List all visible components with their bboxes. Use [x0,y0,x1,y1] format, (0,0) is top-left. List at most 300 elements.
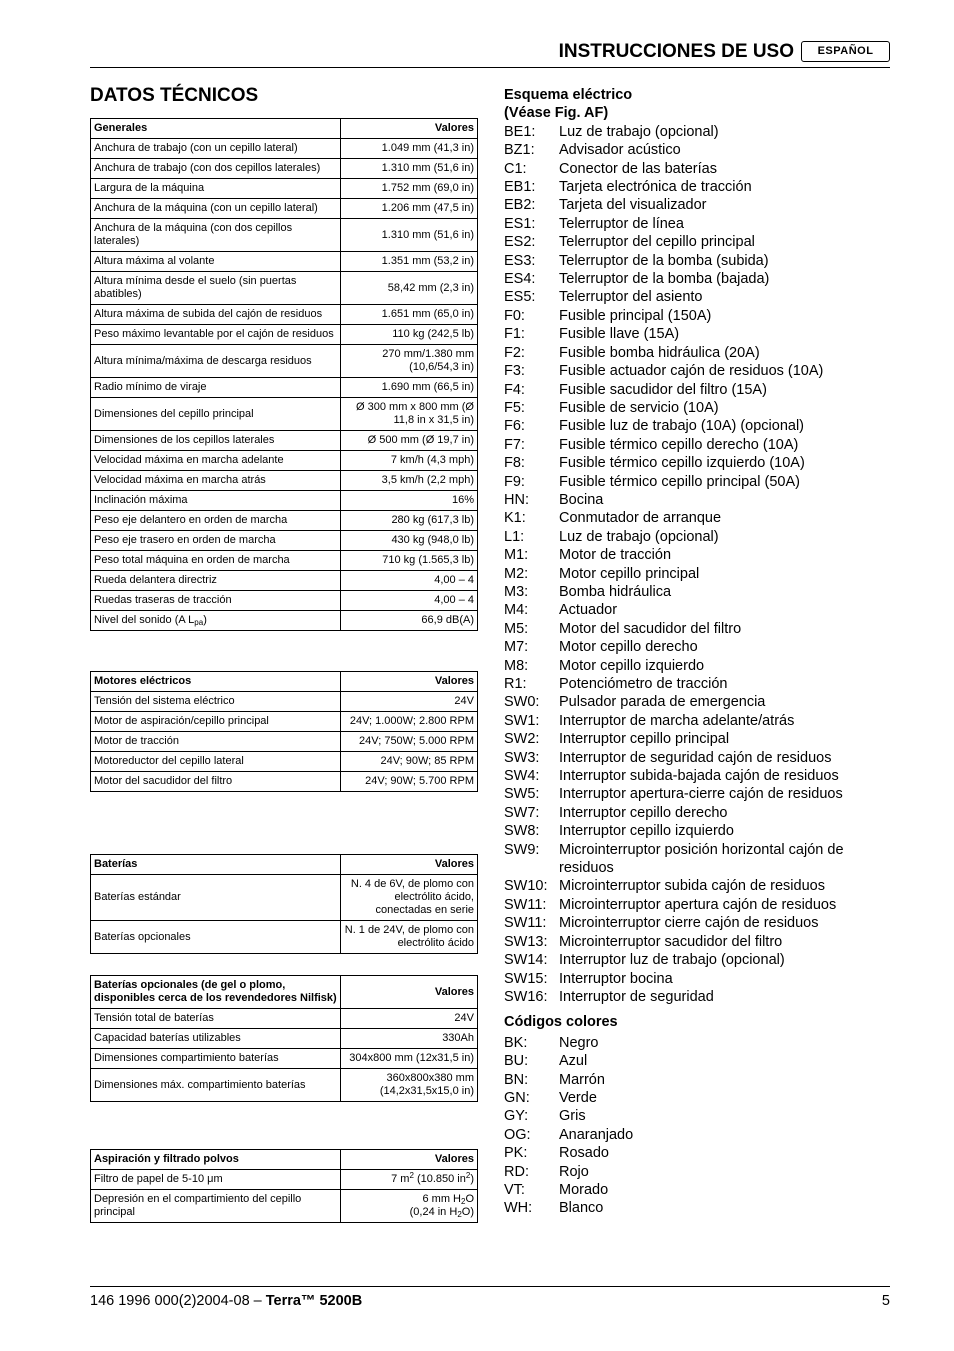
row-value: 1.206 mm (47,5 in) [341,199,478,219]
item-code: ES5: [504,289,536,306]
row-value: 66,9 dB(A) [341,611,478,631]
item-description: Luz de trabajo (opcional) [559,528,719,545]
color-code-item [504,1144,890,1162]
row-value: 330Ah [341,1029,478,1049]
row-label: Dimensiones compartimiento baterías [91,1049,341,1069]
schema-list-item [504,675,890,693]
schema-list-item [504,749,890,767]
color-code-item [504,1034,890,1052]
item-description: Microinterruptor subida cajón de residuos [559,878,825,895]
row-value: 24V [341,692,478,712]
table-row [91,252,478,272]
row-label: Dimensiones del cepillo principal [91,398,341,431]
schema-list-item [504,141,890,159]
schema-list-item [504,381,890,399]
table-row [91,345,478,378]
item-description: Luz de trabajo (opcional) [559,123,719,140]
schema-list-item [504,473,890,491]
item-description: Fusible térmico cepillo izquierdo (10A) [559,455,805,472]
language-badge: ESPAÑOL [801,41,890,62]
table-row [91,179,478,199]
table-row [91,712,478,732]
item-code: SW11: [504,896,547,913]
item-code: ES2: [504,234,536,251]
schema-list-item [504,325,890,343]
schema-list-item [504,970,890,988]
color-codes-title: Códigos colores [504,1014,618,1031]
row-value: 1.310 mm (51,6 in) [341,159,478,179]
row-value: 4,00 – 4 [341,571,478,591]
item-description: Gris [559,1108,586,1125]
schema-list-item [504,730,890,748]
color-code-item [504,1126,890,1144]
table-header-label: Baterías opcionales (de gel o plomo, disponibles cerca de los revendedores Nilfisk) [91,976,341,1009]
schema-list-item [504,436,890,454]
table-header-value: Valores [341,119,478,139]
schema-list-item [504,657,890,675]
item-description: Bomba hidráulica [559,583,672,600]
item-code: F0: [504,307,525,324]
row-label: Tensión del sistema eléctrico [91,692,341,712]
row-label: Peso eje trasero en orden de marcha [91,531,341,551]
table-row [91,471,478,491]
schema-list-item [504,914,890,932]
table-row [91,772,478,792]
row-value: 24V; 90W; 5.700 RPM [341,772,478,792]
item-code: M4: [504,602,529,619]
table-row [91,1029,478,1049]
table-row [91,875,478,921]
row-label: Motor de tracción [91,732,341,752]
item-description: Motor cepillo izquierdo [559,657,705,674]
item-code: SW4: [504,768,540,785]
row-label: Capacidad baterías utilizables [91,1029,341,1049]
item-description: Telerruptor de la bomba (subida) [559,252,769,269]
item-description: Fusible principal (150A) [559,307,712,324]
table-header-label: Generales [91,119,341,139]
item-code: EB1: [504,179,536,196]
item-description: Fusible térmico cepillo derecho (10A) [559,436,799,453]
table-row [91,159,478,179]
schema-list-item [504,252,890,270]
row-value: 430 kg (948,0 lb) [341,531,478,551]
item-code: BZ1: [504,142,535,159]
footer-doc-info [90,1293,362,1309]
table-header-row [91,1150,478,1170]
item-description: Interruptor cepillo principal [559,731,730,748]
schema-list-item [504,362,890,380]
item-code: SW14: [504,952,548,969]
table-row [91,1069,478,1102]
table-row [91,305,478,325]
row-label: Altura mínima desde el suelo (sin puertas abatibles) [91,272,341,305]
item-description: Fusible de servicio (10A) [559,399,719,416]
table-row [91,571,478,591]
schema-list-item [504,712,890,730]
item-code: F6: [504,418,525,435]
row-label: Depresión en el compartimiento del cepillo principal [91,1190,341,1223]
item-code: M8: [504,657,529,674]
item-description: Tarjeta electrónica de tracción [559,179,752,196]
item-code: F1: [504,326,525,343]
item-code: BK: [504,1034,528,1051]
item-code: HN: [504,491,529,508]
row-label: Anchura de la máquina (con dos cepillos laterales) [91,219,341,252]
color-code-item [504,1199,890,1217]
item-description: Actuador [559,602,618,619]
schema-list-item [504,196,890,214]
item-code: SW1: [504,712,540,729]
row-value: 6 mm $H_2O$ (0,24 in $H_2O$) [341,1190,478,1223]
schema-list-item [504,767,890,785]
item-description: Rojo [559,1163,589,1180]
schema-list-item [504,601,890,619]
item-description: Motor de tracción [559,547,672,564]
color-codes-list [504,1034,890,1218]
table-row [91,199,478,219]
row-label: Motor del sacudidor del filtro [91,772,341,792]
item-code: BN: [504,1071,529,1088]
row-value: 1.351 mm (53,2 in) [341,252,478,272]
table-header-label: Aspiración y filtrado polvos [91,1150,341,1170]
item-description: Tarjeta del visualizador [559,197,707,214]
schema-subtitle: (Véase Fig. AF) [504,105,609,122]
row-value: 58,42 mm (2,3 in) [341,272,478,305]
item-code: SW10: [504,878,548,895]
item-code: K1: [504,510,526,527]
item-description: Motor cepillo derecho [559,639,698,656]
table-row [91,531,478,551]
schema-list-item [504,896,890,914]
table-row [91,1049,478,1069]
row-label: Motor de aspiración/cepillo principal [91,712,341,732]
item-code: F4: [504,381,525,398]
schema-list-item [504,270,890,288]
row-label: Altura máxima al volante [91,252,341,272]
item-description: Azul [559,1053,588,1070]
table-header-label: Motores eléctricos [91,672,341,692]
row-value: 24V [341,1009,478,1029]
item-code: L1: [504,528,525,545]
row-label: Radio mínimo de viraje [91,378,341,398]
schema-list-item [504,933,890,951]
schema-list-item [504,160,890,178]
table-header-row [91,976,478,1009]
item-code: GN: [504,1089,530,1106]
item-description: Microinterruptor sacudidor del filtro [559,933,783,950]
row-value: N. 1 de 24V, de plomo con electrólito ácido [341,921,478,954]
table-row [91,511,478,531]
row-label: Peso eje delantero en orden de marcha [91,511,341,531]
row-value: 24V; 1.000W; 2.800 RPM [341,712,478,732]
row-label: Baterías opcionales [91,921,341,954]
item-description: Advisador acústico [559,142,681,159]
row-value: 16% [341,491,478,511]
item-code: F8: [504,455,525,472]
item-code: VT: [504,1181,525,1198]
motors-table [90,671,478,792]
item-description: Interruptor subida-bajada cajón de residuos [559,768,839,785]
row-value: 110 kg (242,5 lb) [341,325,478,345]
table-row [91,732,478,752]
row-value: 7 km/h (4,3 mph) [341,451,478,471]
item-code: F9: [504,473,525,490]
table-row [91,325,478,345]
row-label: Altura mínima/máxima de descarga residuos [91,345,341,378]
schema-title: Esquema eléctrico [504,87,633,103]
table-row [91,378,478,398]
table-row [91,1170,478,1190]
item-code: F2: [504,344,525,361]
item-description: Conmutador de arranque [559,510,722,527]
row-label: Baterías estándar [91,875,341,921]
schema-list-item [504,804,890,822]
optional-batteries-table [90,975,478,1102]
item-description: Microinterruptor cierre cajón de residuos [559,915,819,932]
item-description: Telerruptor de la bomba (bajada) [559,271,770,288]
color-code-item [504,1163,890,1181]
row-label: Anchura de la máquina (con un cepillo lateral) [91,199,341,219]
row-value: 3,5 km/h (2,2 mph) [341,471,478,491]
color-code-item [504,1089,890,1107]
row-value: Ø 500 mm (Ø 19,7 in) [341,431,478,451]
schema-list-item [504,123,890,141]
item-description: Potenciómetro de tracción [559,676,728,692]
item-description: Blanco [559,1200,604,1217]
schema-list-item [504,546,890,564]
row-label: Motoreductor del cepillo lateral [91,752,341,772]
item-description: Motor del sacudidor del filtro [559,620,742,637]
item-code: SW13: [504,933,548,950]
item-description: Bocina [559,491,604,508]
item-code: EB2: [504,197,536,214]
item-code: M7: [504,639,529,656]
row-label: Largura de la máquina [91,179,341,199]
item-code: BE1: [504,123,536,140]
schema-list-item [504,528,890,546]
schema-list-item [504,307,890,325]
item-description: Interruptor cepillo izquierdo [559,823,734,840]
item-code: SW0: [504,694,540,711]
row-value: 4,00 – 4 [341,591,478,611]
item-description: Interruptor cepillo derecho [559,804,728,821]
table-row [91,219,478,252]
schema-list-item [504,693,890,711]
item-code: F5: [504,399,525,416]
table-row [91,591,478,611]
item-code: M2: [504,565,529,582]
schema-list-item [504,399,890,417]
table-header-value: Valores [341,1150,478,1170]
row-value: 24V; 90W; 85 RPM [341,752,478,772]
row-label: Inclinación máxima [91,491,341,511]
table-header-label: Baterías [91,855,341,875]
item-description: Fusible actuador cajón de residuos (10A) [559,363,824,380]
schema-list-item [504,822,890,840]
item-description: Fusible térmico cepillo principal (50A) [559,473,800,490]
row-label: Nivel del sonido (A $L_{pa}$) [91,611,341,631]
item-code: M5: [504,620,529,637]
item-description: Interruptor de seguridad [559,988,714,1005]
table-row [91,398,478,431]
item-code: WH: [504,1200,533,1217]
color-code-item [504,1181,890,1199]
item-description: Pulsador parada de emergencia [559,694,766,711]
item-code: F7: [504,436,525,453]
table-header-row [91,855,478,875]
row-value: 280 kg (617,3 lb) [341,511,478,531]
item-description: Rosado [559,1145,609,1162]
schema-list-item [504,178,890,196]
item-description: Interruptor luz de trabajo (opcional) [559,952,785,969]
schema-list-item [504,509,890,527]
row-value: 1.752 mm (69,0 in) [341,179,478,199]
row-value: 270 mm/1.380 mm (10,6/54,3 in) [341,345,478,378]
table-row [91,921,478,954]
item-code: BU: [504,1053,529,1070]
item-description: Fusible llave (15A) [559,326,680,343]
item-description: Morado [559,1181,609,1198]
item-code: M3: [504,583,529,600]
row-value: 360x800x380 mm (14,2x31,5x15,0 in) [341,1069,478,1102]
suction-table [90,1149,478,1223]
item-description: Marrón [559,1071,605,1088]
page-header [90,40,890,68]
item-code: SW2: [504,731,540,748]
item-code: F3: [504,363,525,380]
item-code: M1: [504,547,529,564]
color-code-item [504,1052,890,1070]
table-row [91,431,478,451]
schema-list [504,123,890,1007]
schema-list-item [504,417,890,435]
color-code-item [504,1071,890,1089]
row-label: Peso máximo levantable por el cajón de residuos [91,325,341,345]
page-footer [90,1286,890,1309]
schema-list-item [504,583,890,601]
row-value: 304x800 mm (12x31,5 in) [341,1049,478,1069]
general-specs-table [90,118,478,631]
item-code: SW5: [504,786,540,803]
table-row [91,551,478,571]
table-row [91,451,478,471]
table-row [91,491,478,511]
table-row [91,611,478,631]
row-label: Altura máxima de subida del cajón de residuos [91,305,341,325]
schema-list-item [504,951,890,969]
item-description: Microinterruptor apertura cajón de residuos [559,896,837,913]
row-value: Ø 300 mm x 800 mm (Ø 11,8 in x 31,5 in) [341,398,478,431]
row-label: Peso total máquina en orden de marcha [91,551,341,571]
item-description: Interruptor de marcha adelante/atrás [559,712,795,729]
footer-brand: Terra™ 5200B [265,1293,363,1309]
schema-list-item [504,288,890,306]
item-code: SW11: [504,915,547,932]
table-row [91,272,478,305]
item-description: Microinterruptor posición horizontal cajón de residuos [559,841,844,877]
row-label: Rueda delantera directriz [91,571,341,591]
table-row [91,1190,478,1223]
table-header-value: Valores [341,976,478,1009]
item-code: SW15: [504,970,548,987]
schema-list-item [504,215,890,233]
row-value: 1.310 mm (51,6 in) [341,219,478,252]
item-description: Fusible bomba hidráulica (20A) [559,344,760,361]
table-header-value: Valores [341,672,478,692]
item-code: SW3: [504,749,540,766]
footer-doc-number: 146 1996 000(2)2004-08 – [90,1293,266,1309]
schema-list-item [504,344,890,362]
schema-list-item [504,491,890,509]
table-row [91,752,478,772]
row-label: Velocidad máxima en marcha atrás [91,471,341,491]
row-label: Ruedas traseras de tracción [91,591,341,611]
item-description: Verde [559,1089,597,1106]
item-code: ES4: [504,271,536,288]
batteries-table [90,854,478,954]
row-label: Dimensiones de los cepillos laterales [91,431,341,451]
item-description: Telerruptor de línea [559,215,684,232]
row-label: Tensión total de baterías [91,1009,341,1029]
row-value: 7 $m^2$ (10.850 $in^2$) [341,1170,478,1190]
item-description: Fusible luz de trabajo (10A) (opcional) [559,418,805,435]
electrical-schema-column [504,86,890,1218]
schema-list-item [504,877,890,895]
row-value: N. 4 de 6V, de plomo con electrólito ácido, conectadas en serie [341,875,478,921]
table-row [91,1009,478,1029]
item-description: Interruptor apertura-cierre cajón de residuos [559,786,843,803]
schema-list-item [504,785,890,803]
item-code: OG: [504,1126,531,1143]
item-code: C1: [504,160,527,177]
item-description: Anaranjado [559,1126,634,1143]
schema-list-item [504,233,890,251]
page-number: 5 [881,1293,890,1309]
schema-list-item [504,454,890,472]
row-label: Anchura de trabajo (con dos cepillos laterales) [91,159,341,179]
item-code: SW8: [504,823,540,840]
item-description: Interruptor bocina [559,970,673,987]
section-title: DATOS TÉCNICOS [90,85,259,106]
color-code-item [504,1107,890,1125]
table-header-row [91,672,478,692]
item-code: RD: [504,1163,529,1180]
item-description: Fusible sacudidor del filtro (15A) [559,381,767,398]
row-label: Filtro de papel de 5-10 μm [91,1170,341,1190]
row-value: 1.651 mm (65,0 in) [341,305,478,325]
table-row [91,139,478,159]
item-description: Telerruptor del cepillo principal [559,234,755,251]
table-header-row [91,119,478,139]
item-code: SW9: [504,841,540,858]
item-description: Interruptor de seguridad cajón de residuos [559,749,832,766]
schema-list-item [504,620,890,638]
table-header-value: Valores [341,855,478,875]
item-description: Negro [559,1034,599,1051]
row-label: Dimensiones máx. compartimiento baterías [91,1069,341,1102]
row-value: 710 kg (1.565,3 lb) [341,551,478,571]
item-code: PK: [504,1145,528,1162]
header-title: INSTRUCCIONES DE USO [558,41,794,62]
item-code: GY: [504,1108,529,1125]
item-description: Motor cepillo principal [559,565,700,582]
row-label: Velocidad máxima en marcha adelante [91,451,341,471]
item-code: SW16: [504,988,548,1005]
item-code: ES3: [504,252,536,269]
item-code: SW7: [504,804,540,821]
table-row [91,692,478,712]
item-code: ES1: [504,215,536,232]
